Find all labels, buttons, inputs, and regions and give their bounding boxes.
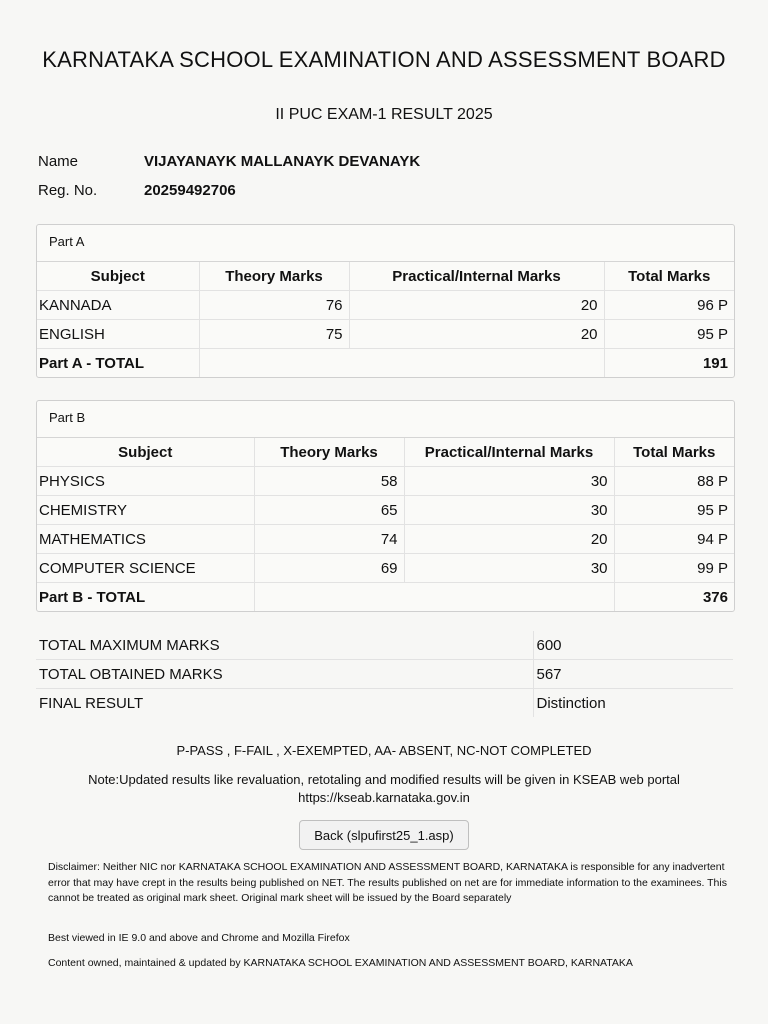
back-button[interactable]: Back (slpufirst25_1.asp) bbox=[299, 820, 469, 850]
browser-note: Best viewed in IE 9.0 and above and Chrome and Mozilla Firefox bbox=[48, 932, 350, 944]
total-cell: 96 P bbox=[604, 291, 734, 320]
table-row bbox=[37, 496, 734, 525]
part-b-title: Part B bbox=[37, 401, 734, 438]
summary-label: FINAL RESULT bbox=[36, 689, 533, 718]
part-b-table bbox=[37, 438, 734, 611]
summary-label: TOTAL OBTAINED MARKS bbox=[36, 660, 533, 689]
col-header-theory: Theory Marks bbox=[254, 438, 404, 467]
summary-row bbox=[36, 631, 733, 660]
theory-cell: 74 bbox=[254, 525, 404, 554]
page-subtitle: II PUC EXAM-1 RESULT 2025 bbox=[275, 106, 493, 123]
part-a-total-row bbox=[37, 349, 734, 378]
table-row bbox=[37, 554, 734, 583]
table-header-row bbox=[37, 438, 734, 467]
result-legend: P-PASS , F-FAIL , X-EXEMPTED, AA- ABSENT, NC-NOT COMPLETED bbox=[176, 743, 592, 758]
practical-cell: 30 bbox=[404, 554, 614, 583]
subject-cell: PHYSICS bbox=[37, 467, 254, 496]
table-header-row bbox=[37, 262, 734, 291]
total-cell: 88 P bbox=[614, 467, 734, 496]
subject-cell: MATHEMATICS bbox=[37, 525, 254, 554]
practical-cell: 30 bbox=[404, 496, 614, 525]
part-b-total-value: 376 bbox=[614, 583, 734, 612]
col-header-total: Total Marks bbox=[604, 262, 734, 291]
col-header-theory: Theory Marks bbox=[199, 262, 349, 291]
table-row bbox=[37, 467, 734, 496]
table-row bbox=[37, 525, 734, 554]
practical-cell: 20 bbox=[349, 291, 604, 320]
total-cell: 95 P bbox=[614, 496, 734, 525]
col-header-practical: Practical/Internal Marks bbox=[404, 438, 614, 467]
portal-link[interactable]: https://kseab.karnataka.gov.in bbox=[298, 790, 470, 805]
theory-cell: 76 bbox=[199, 291, 349, 320]
part-a-total-value: 191 bbox=[604, 349, 734, 378]
practical-cell: 20 bbox=[404, 525, 614, 554]
col-header-subject: Subject bbox=[90, 267, 145, 285]
total-cell: 95 P bbox=[604, 320, 734, 349]
total-cell: 94 P bbox=[614, 525, 734, 554]
disclaimer-text: Disclaimer: Neither NIC nor KARNATAKA SCHOOL EXAMINATION AND ASSESSMENT BOARD, KARNATAKA is responsible for any inadvertent error that may have crept in the results being published on NET. The results published on net are for immediate information to the examinees. This cannot be treated as original mark sheet. Original mark sheet will be issued by the Board separately bbox=[48, 861, 727, 904]
col-header-practical: Practical/Internal Marks bbox=[349, 262, 604, 291]
part-a-panel bbox=[36, 224, 735, 378]
part-b-total-label: Part B - TOTAL bbox=[37, 583, 254, 612]
part-a-table bbox=[37, 262, 734, 377]
portal-note bbox=[0, 771, 768, 807]
subject-cell: CHEMISTRY bbox=[37, 496, 254, 525]
summary-value: 567 bbox=[533, 660, 733, 689]
part-b-panel bbox=[36, 400, 735, 612]
page-title: KARNATAKA SCHOOL EXAMINATION AND ASSESSMENT BOARD bbox=[42, 47, 726, 72]
part-a-title: Part A bbox=[37, 225, 734, 262]
student-name: VIJAYANAYK MALLANAYK DEVANAYK bbox=[144, 153, 421, 170]
empty-cell bbox=[199, 349, 604, 378]
reg-no-label: Reg. No. bbox=[38, 182, 98, 199]
final-result-value: Distinction bbox=[533, 689, 733, 718]
theory-cell: 58 bbox=[254, 467, 404, 496]
content-owner-note: Content owned, maintained & updated by KARNATAKA SCHOOL EXAMINATION AND ASSESSMENT BOARD, KARNATAKA bbox=[48, 957, 633, 969]
subject-cell: COMPUTER SCIENCE bbox=[37, 554, 254, 583]
summary-label: TOTAL MAXIMUM MARKS bbox=[39, 636, 220, 654]
note-text: Note:Updated results like revaluation, retotaling and modified results will be given in KSEAB web portal bbox=[88, 772, 680, 787]
table-row bbox=[37, 320, 734, 349]
summary-row bbox=[36, 689, 733, 718]
empty-cell bbox=[254, 583, 614, 612]
table-row bbox=[37, 291, 734, 320]
theory-cell: 65 bbox=[254, 496, 404, 525]
part-b-total-row bbox=[37, 583, 734, 612]
theory-cell: 75 bbox=[199, 320, 349, 349]
summary-row bbox=[36, 660, 733, 689]
col-header-total: Total Marks bbox=[614, 438, 734, 467]
subject-cell: ENGLISH bbox=[37, 320, 199, 349]
reg-no-value: 20259492706 bbox=[144, 182, 236, 199]
part-a-total-label: Part A - TOTAL bbox=[37, 349, 199, 378]
summary-value: 600 bbox=[533, 631, 733, 660]
total-cell: 99 P bbox=[614, 554, 734, 583]
subject-cell: KANNADA bbox=[37, 291, 199, 320]
name-label: Name bbox=[38, 153, 79, 170]
summary-table bbox=[36, 631, 733, 717]
theory-cell: 69 bbox=[254, 554, 404, 583]
col-header-subject: Subject bbox=[118, 443, 173, 461]
practical-cell: 20 bbox=[349, 320, 604, 349]
practical-cell: 30 bbox=[404, 467, 614, 496]
